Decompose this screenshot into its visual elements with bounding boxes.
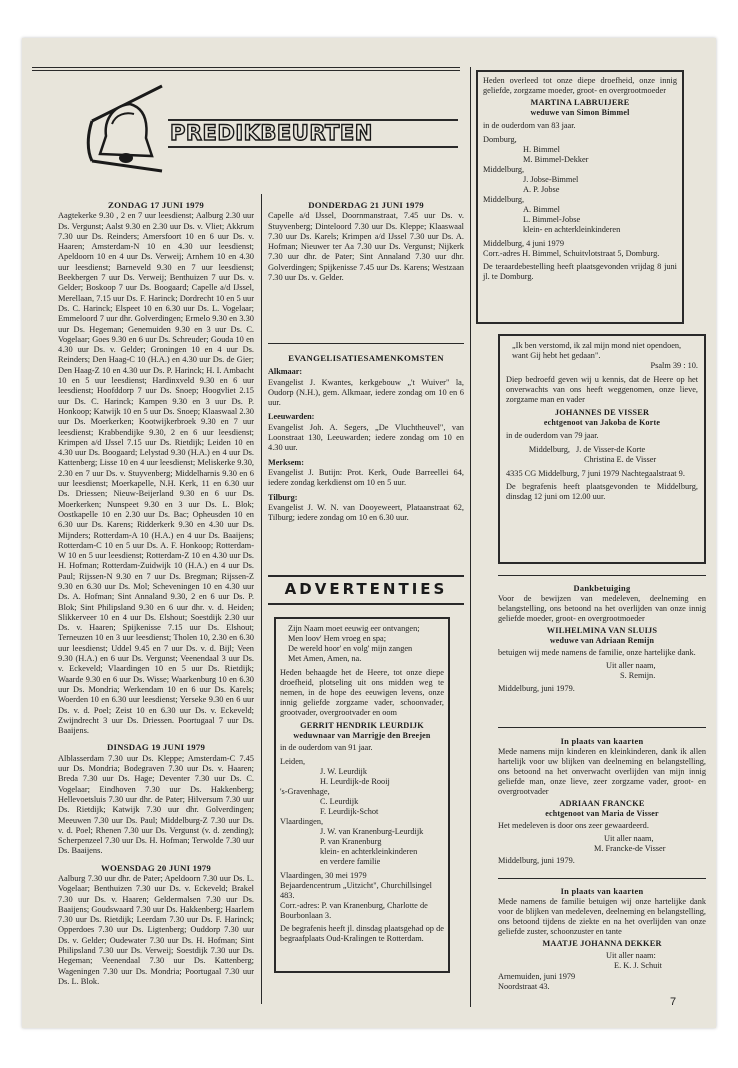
- obituary-intro: Heden overleed tot onze diepe droefheid, onze innig geliefde, zorgzame moeder, groot- en overgrootmoeder: [483, 76, 677, 95]
- divider: [498, 575, 706, 576]
- meeting-text: Evangelist J. W. N. van Dooyeweert, Plataanstraat 62, Tilburg; iedere zondag om 10 en 6.30 uur.: [268, 502, 464, 523]
- family-name: A. Bimmel: [523, 205, 560, 214]
- family-name: J. W. van Kranenburg-Leurdijk: [320, 827, 424, 836]
- spouse-line: weduwe van Adriaan Remijn: [549, 636, 655, 645]
- day-heading: WOENSDAG 20 JUNI 1979: [100, 862, 212, 873]
- thanks-francke: [498, 737, 706, 866]
- thanks-text: betuigen wij mede namens de familie, onze hartelijke dank.: [498, 648, 696, 657]
- sermon-list: Capelle a/d IJssel, Doornmanstraat, 7.45 uur Ds. v. Stuyvenberg; Dinteloord 7.30 uur Ds. Kleppe; Klaaswaal 7.30 uur Ds. Karels; Krimpen a/d IJssel 7.30 uur Ds. A. Hofman; Nieuwer ter Aa 7.30 uur Ds. Vergunst; Nijkerk 7.30 uur dhr. de Pater; Sint Annaland 7.30 uur dhr. Golverdingen; Spijkenisse 7.45 uur Ds. Karens; Westzaan 7.30 uur Ds. v. Gelder.: [268, 211, 464, 283]
- obituary-date: Middelburg, 4 juni 1979: [483, 239, 564, 248]
- family-name: en verdere familie: [320, 857, 381, 866]
- sermon-list: Alblasserdam 7.30 uur Ds. Kleppe; Amsterdam-C 7.45 uur Ds. Mondria; Bodegraven 7.30 uur Ds. v. Haaren; Breda 7.30 uur Ds. Hage; Deventer 7.30 uur Ds. C. Vogelaar; Eindhoven 7.30 uur Ds. Hakkenberg; Hellevoetsluis 7.30 uur dhr. de Pater; Hilversum 7.30 uur Ds. Rietdijk; Katwijk 7.30 uur dhr. Golverdingen; Meeuwen 7.30 uur Ds. Paul; Middelburg-Z 7.30 uur Ds. v. d. Poel; Rhenen 7.30 uur Ds. Vergunst (v. d. zending); Scherpenzeel 7.30 uur Ds. H. Hofman; Terwolde 7.30 uur Ds. Baaijens.: [58, 753, 254, 856]
- obituary-leurdijk: [274, 617, 450, 973]
- address-line: Bejaardencentrum „Uitzicht", Churchillsingel 483.: [280, 881, 432, 900]
- verse-line: Zijn Naam moet eeuwig eer ontvangen;: [288, 624, 420, 633]
- top-rule-2: [32, 70, 460, 71]
- age-line: in de ouderdom van 91 jaar.: [280, 743, 373, 752]
- thanks-note: Het medeleven is door ons zeer gewaardeerd.: [498, 821, 649, 830]
- header-rule-bottom: [168, 146, 458, 148]
- obituary-devisser: [498, 334, 706, 564]
- location-label: Tilburg:: [268, 492, 298, 502]
- evangelisatie-section: [268, 353, 464, 523]
- sermon-list: Aalburg 7.30 uur dhr. de Pater; Apeldoorn 7.30 uur Ds. L. Vogelaar; Benthuizen 7.30 uur Ds. v. Eckeveld; Brakel 7.30 uur Ds. v. Haaren; Geldermalsen 7.30 uur Ds. Baaijens; Goudswaard 7.30 uur Ds. Hakkenberg; Haarlem 7.30 uur Ds. Rietdijk; Leerdam 7.30 uur Ds. F. Harinck; Opperdoes 7.30 uur Ds. Ligtenberg; Ouddorp 7.30 uur Ds. v. Gelder; Oudewater 7.30 uur Ds. H. Hofman; Sint Philipsland 7.30 uur Ds. Verweij; Soestdijk 7.30 uur Ds. Hegeman; Veenendaal 7.30 uur Ds. Kattenberg; Wageningen 7.30 uur Ds. Mondria; Poortugaal 7.30 uur Ds. L. Blok.: [58, 874, 254, 986]
- bible-reference: Psalm 39 : 10.: [650, 361, 698, 370]
- deceased-name: GERRIT HENDRIK LEURDIJK: [300, 721, 424, 730]
- deceased-name: MAATJE JOHANNA DEKKER: [542, 939, 662, 948]
- sermons-column-left: [58, 194, 254, 987]
- verse-line: Met Amen, Amen, na.: [288, 654, 362, 663]
- deceased-name: JOHANNES DE VISSER: [554, 408, 650, 417]
- thanks-heading: In plaats van kaarten: [560, 887, 644, 896]
- place-date: Arnemuiden, juni 1979: [498, 972, 576, 981]
- meeting-text: Evangelist Joh. A. Segers, „De Vluchtheuvel", van Loonstraat 130, Leeuwarden; iedere zondag om 10 en 4.30 uur.: [268, 422, 464, 453]
- evangelisatie-heading: EVANGELISATIESAMENKOMSTEN: [288, 353, 444, 363]
- section-title-predikbeurten: PREDIKBEURTEN: [170, 121, 373, 145]
- family-place: Vlaardingen,: [280, 817, 324, 826]
- location-label: Leeuwarden:: [268, 412, 315, 422]
- family-name: P. van Kranenburg: [320, 837, 382, 846]
- funeral-line: De teraardebestelling heeft plaatsgevonden vrijdag 8 juni jl. te Domburg.: [483, 262, 677, 281]
- family-place: Middelburg,: [483, 165, 525, 174]
- family-place: 's-Gravenhage,: [280, 787, 330, 796]
- obituary-date: Vlaardingen, 30 mei 1979: [280, 871, 367, 880]
- family-name: L. Bimmel-Jobse: [523, 215, 581, 224]
- spouse-line: echtgenoot van Jakoba de Korte: [543, 418, 661, 427]
- family-name: klein- en achterkleinkinderen: [523, 225, 621, 234]
- location-label: Merksem:: [268, 457, 304, 467]
- advertenties-rule-bottom: [268, 603, 464, 605]
- column-divider: [261, 194, 262, 1004]
- family-name: J. W. Leurdijk: [320, 767, 368, 776]
- divider: [498, 878, 706, 879]
- advertenties-rule-top: [268, 575, 464, 577]
- thanks-dekker: [498, 887, 706, 992]
- family-name: H. Bimmel: [523, 145, 560, 154]
- address-line: 4335 CG Middelburg, 7 juni 1979 Nachtegaalstraat 9.: [506, 469, 685, 478]
- family-name: C. Leurdijk: [320, 797, 359, 806]
- thanks-intro: Mede namens mijn kinderen en kleinkinderen, dank ik allen hartelijk voor uw blijken van deelneming en belangstelling, ons betoond na het onverwacht overlijden van mijn innig geliefde man, onze lieve, zeer zorgzame vader, groot- en overgrootvader: [498, 747, 706, 796]
- deceased-name: MARTINA LABRUIJERE: [530, 98, 630, 107]
- obituary-labruijere: [476, 70, 684, 324]
- family-place: Leiden,: [280, 757, 306, 766]
- section-title-advertenties: ADVERTENTIES: [284, 580, 448, 598]
- age-line: in de ouderdom van 83 jaar.: [483, 121, 576, 130]
- thanks-sluijs: [498, 584, 706, 694]
- address-line: Corr.-adres: P. van Kranenburg, Charlotte de Bourbonlaan 3.: [280, 901, 428, 920]
- deceased-name: ADRIAAN FRANCKE: [559, 799, 645, 808]
- thanks-heading: Dankbetuiging: [573, 584, 631, 593]
- family-place: Domburg,: [483, 135, 517, 144]
- sign-line: M. Francke-de Visser: [594, 844, 666, 853]
- sign-line: Uit aller naam,: [604, 834, 654, 843]
- bible-quote: „Ik ben verstomd, ik zal mijn mond niet opendoen, want Gij hebt het gedaan".: [512, 341, 682, 360]
- meeting-text: Evangelist J. Kwantes, kerkgebouw „'t Wuiver" la, Oudorp (N.H.), gem. Alkmaar, iedere zondag om 10 en 6 uur.: [268, 377, 464, 408]
- column-divider: [470, 67, 471, 1007]
- thanks-date: Middelburg, juni 1979.: [498, 856, 575, 865]
- funeral-line: De begrafenis heeft plaatsgevonden te Middelburg, dinsdag 12 juni om 12.00 uur.: [506, 482, 698, 501]
- sermon-list: Aagtekerke 9.30 , 2 en 7 uur leesdienst; Aalburg 2.30 uur Ds. Vergunst; Aalst 9.30 en 2.30 uur Ds. v. Vliet; Akkrum 7.30 uur Ds. Reinders; Amersfoort 10 en 6 uur Ds. v. Haaren; Amsterdam-N 10 en 4.30 uur leesdienst; Apeldoorn 10 en 4 uur Ds. Verweij; Arnhem 10 en 4.30 uur leesdienst; Barneveld 9.30 en 7 uur leesdienst; Beekbergen 7 uur Ds. Verweij; Benthuizen 7 uur Ds. v. Gelder; Boskoop 7 uur Ds. Boogaard; Capelle a/d IJssel, Merellaan, 7.15 uur Ds. F. Harinck; Dordrecht 10 en 5 uur Ds. C. Harinck; Elspeet 10 en 6.30 uur Ds. L. Vogelaar; Emmeloord 7 uur dhr. Golverdingen; Ermelo 9.30 en 3.30 uur Ds. Hegeman; Genemuiden 9.30 en 3 uur Ds. C. Vogelaar; Goes 9.30 en 6 uur Ds. Schreuder; Gouda 10 en 4.30 uur Ds. v. Gelder; Groningen 10 en 4 uur Ds. Reinders; Den Haag-C 10 (H.A.) en 4.30 uur Ds. de Gier; Den Haag-Z 10 en 4.30 uur Ds. P. Harinck; H. I. Ambacht 10 en 5 uur leesdienst; Hardinxveld 9.30 en 6 uur leesdienst; Hoofddorp 7 uur Ds. Snoep; Hoogvliet 2.15 uur Ds. C. Harinck; Kampen 9.30 en 3 uur Ds. P. Honkoop; Katwijk 10 en 5 uur Ds. Snoep; Klaaswaal 2.30 uur Ds. Moerkerken; Kootwijkerbroek 9.30 en 7 uur leesdienst; Krabbendijke 9.30, 2 en 6 uur leesdienst; Krimpen a/d IJssel 7.15 uur Ds. Rietdijk; Leiden 10 en 4.30 uur Ds. Boogaard; Lelystad 9.30 (H.A.) en 4 uur Ds. Kattenberg; Lisse 10 en 4 uur leesdienst; Meliskerke 9.30, 2.30 en 7 uur Ds. v. Stuyvenberg; Middelharnis 9.30 en 6 uur leesdienst; Moerkapelle, N.H. Kerk, 11 en 6.30 uur Ds. Driessen; Nieuw-Beijerland 9.30 en 6 uur Ds. Moerkerken; Nunspeet 9.30 en 3 uur Ds. L. Blok; Oostkapelle 10 en 2.30 uur Ds. Bac; Opheusden 10 en 6.30 uur Ds. Karens; Ridderkerk 9.30 en 4.30 uur Ds. Mijnders; Rotterdam-A 10 (H.A.) en 4 uur Ds. Baaijens; Rotterdam-C 10 en 5 uur Ds. A. F. Honkoop; Rotterdam-W 10 en 5 uur leesdienst; Rotterdam-Z 10 en 4.30 uur Ds. H. Hofman; Rotterdam-Zuidwijk 10 (H.A.) en 4 uur Ds. Paul; Rijssen-N 9.30 en 7 uur Ds. Bregman; Rijssen-Z 9.30 en 6.30 uur Ds. Mol; Scheveningen 10 en 4.30 uur Ds. A. Hofman; Sint Annaland 9.30, 2 en 6 uur Ds. P. Blok; Sint Philipsland 9.30 en 6 uur dhr. v. d. Heiden; Slikkerveer 10 en 4 uur Ds. Elshout; Soestdijk 2.30 uur Ds. v. Haaren; Spijkenisse 7.15 uur Ds. Elshout; Terneuzen 10 en 3 uur leesdienst; Tholen 10, 2.30 en 6.30 uur leesdienst; Uddel 9.45 en 7 uur Ds. v. d. Bijl; Veen 9.30 (H.A.) en 6 uur Ds. Vergunst; Veenendaal 3 uur Ds. v. Eckeveld; Vlaardingen 10 en 5 uur Ds. Rietdijk; Waarde 9.30 en 6 uur Ds. Wisse; Waarkenburg 10 en 6.30 uur Ds. Mondria; Werkendam 10 en 6 uur Ds. Karels; Woerden 10 en 6.30 uur leesdienst; Yerseke 9.30 en 6 uur Ds. v. d. Poel; Zeist 10 en 6.30 uur Ds. v. Eckeveld; Zwijndrecht 3 uur Ds. Driessen. Poortugaal 7 uur Ds. Baaijens.: [58, 211, 254, 736]
- divider: [498, 727, 706, 728]
- page-number: 7: [670, 996, 677, 1008]
- day-heading: DINSDAG 19 JUNI 1979: [106, 742, 206, 753]
- day-heading: DONDERDAG 21 JUNI 1979: [308, 200, 424, 210]
- deceased-name: WILHELMINA VAN SLUIJS: [546, 626, 658, 635]
- spouse-line: weduwe van Simon Bimmel: [530, 108, 630, 117]
- day-heading: ZONDAG 17 JUNI 1979: [108, 200, 204, 210]
- sermons-column-middle: [268, 194, 464, 283]
- sign-line: Uit aller naam:: [606, 951, 656, 960]
- address-line: Noordstraat 43.: [498, 982, 550, 991]
- family-place: Middelburg,: [483, 195, 525, 204]
- signature-block: [506, 445, 698, 465]
- sign-name: J. de Visser-de Korte: [576, 445, 646, 454]
- family-name: H. Leurdijk-de Rooij: [320, 777, 390, 786]
- obituary-intro: Heden behaagde het de Heere, tot onze diepe droefheid, plotseling uit ons midden weg te nemen, in de hope des eeuwigen levens, onze innig geliefde zorgzame vader, schoonvader, grootvader, overgrootvader en oom: [280, 668, 444, 717]
- spouse-line: echtgenoot van Maria de Visser: [545, 809, 659, 818]
- thanks-date: Middelburg, juni 1979.: [498, 684, 575, 693]
- verse-line: De wereld hoor' en volg' mijn zangen: [288, 644, 413, 653]
- verse-block: [280, 624, 444, 664]
- family-name: klein- en achterkleinkinderen: [320, 847, 418, 856]
- top-rule: [32, 67, 460, 68]
- family-name: F. Leurdijk-Schot: [320, 807, 379, 816]
- spouse-line: weduwnaar van Marrigje den Breejen: [293, 731, 431, 740]
- sign-line: S. Remijn.: [620, 671, 656, 680]
- thanks-heading: In plaats van kaarten: [560, 737, 644, 746]
- bell-icon: [82, 76, 172, 176]
- divider: [268, 343, 464, 344]
- sign-place: Middelburg,: [528, 445, 570, 454]
- sign-line: E. K. J. Schuit: [614, 961, 662, 970]
- family-name: J. Jobse-Bimmel: [523, 175, 579, 184]
- family-name: M. Bimmel-Dekker: [523, 155, 589, 164]
- age-line: in de ouderdom van 79 jaar.: [506, 431, 599, 440]
- address-line: Corr.-adres H. Bimmel, Schuitvlotstraat 5, Domburg.: [483, 249, 660, 258]
- thanks-intro: Mede namens de familie betuigen wij onze hartelijke dank voor de blijken van medeleven, deelneming en belangstelling, ons betoond tijdens de ziekte en na het overlijden van onze geliefde zuster, schoonzuster en tante: [498, 897, 706, 936]
- verse-line: Men loov' Hem vroeg en spa;: [288, 634, 387, 643]
- sign-name: Christina E. de Visser: [584, 455, 657, 464]
- family-name: A. P. Jobse: [523, 185, 560, 194]
- funeral-line: De begrafenis heeft jl. dinsdag plaatsgehad op de begraafplaats Oud-Kralingen te Rotterdam.: [280, 924, 444, 943]
- location-label: Alkmaar:: [268, 367, 303, 377]
- obituary-intro: Diep bedroefd geven wij u kennis, dat de Heere op het onverwachts van ons heeft weggenomen, onze lieve, zorgzame man en vader: [506, 375, 698, 404]
- thanks-intro: Voor de bewijzen van medeleven, deelneming en belangstelling, ons betoond na het overlijden van onze innig geliefde moeder, groot- en overgrootmoeder: [498, 594, 706, 623]
- meeting-text: Evangelist J. Butijn: Prot. Kerk, Oude Barreellei 64, iedere zondag kerkdienst om 10 en 5 uur.: [268, 467, 464, 488]
- newspaper-page: [22, 38, 716, 1028]
- sign-line: Uit aller naam,: [606, 661, 656, 670]
